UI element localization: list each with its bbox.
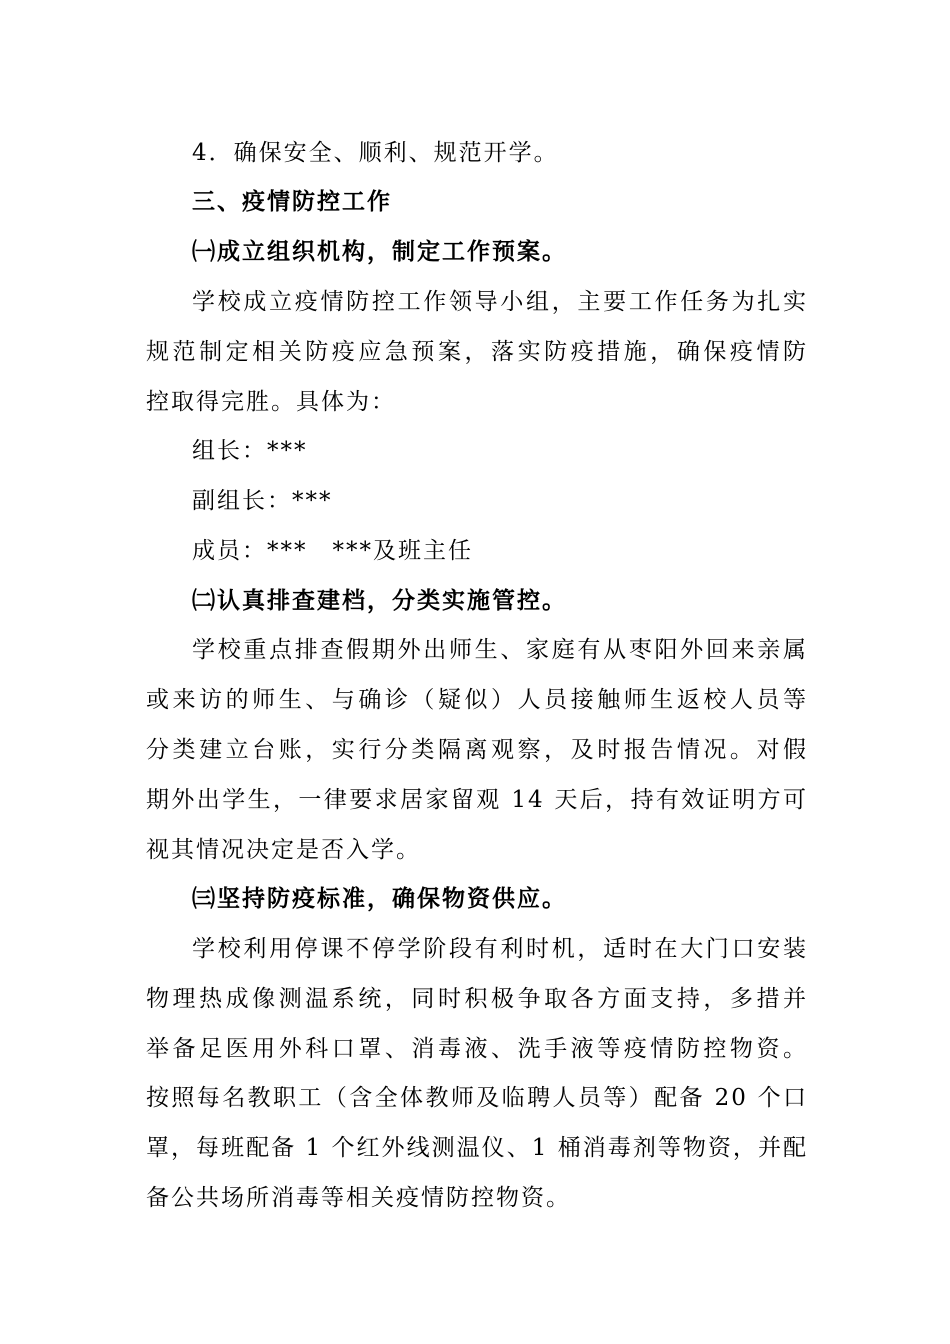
paragraph-line: 控取得完胜。具体为： — [146, 389, 396, 415]
paragraph-line: 期外出学生，一律要求居家留观 14 天后，持有效证明方可 — [146, 787, 808, 813]
paragraph-line: 学校成立疫情防控工作领导小组，主要工作任务为扎实 — [192, 289, 808, 315]
paragraph-line: 按照每名教职工（含全体教师及临聘人员等）配备 20 个口 — [146, 1085, 808, 1111]
paragraph-line: 物理热成像测温系统，同时积极争取各方面支持，多措并 — [146, 986, 808, 1012]
paragraph-line: 视其情况决定是否入学。 — [146, 837, 421, 863]
subsection-heading: ㈢坚持防疫标准，确保物资供应。 — [192, 886, 567, 912]
paragraph-line: 学校重点排查假期外出师生、家庭有从枣阳外回来亲属 — [192, 637, 808, 663]
paragraph-line: 规范制定相关防疫应急预案，落实防疫措施，确保疫情防 — [146, 339, 808, 365]
paragraph-line: 或来访的师生、与确诊（疑似）人员接触师生返校人员等 — [146, 687, 808, 713]
paragraph-line: 举备足医用外科口罩、消毒液、洗手液等疫情防控物资。 — [146, 1036, 808, 1062]
paragraph-line: 分类建立台账，实行分类隔离观察，及时报告情况。对假 — [146, 737, 808, 763]
list-item: 4．确保安全、顺利、规范开学。 — [192, 140, 559, 166]
paragraph-line: 学校利用停课不停学阶段有利时机，适时在大门口安装 — [192, 936, 808, 962]
paragraph-line: 罩，每班配备 1 个红外线测温仪、1 桶消毒剂等物资，并配 — [146, 1135, 808, 1161]
member-line: 副组长：*** — [192, 488, 333, 514]
paragraph-line: 备公共场所消毒等相关疫情防控物资。 — [146, 1185, 571, 1211]
section-heading: 三、疫情防控工作 — [192, 189, 392, 215]
subsection-heading: ㈡认真排查建档，分类实施管控。 — [192, 588, 567, 614]
member-line: 成员：*** ***及班主任 — [192, 538, 473, 564]
subsection-heading: ㈠成立组织机构，制定工作预案。 — [192, 239, 567, 265]
member-line: 组长：*** — [192, 438, 308, 464]
